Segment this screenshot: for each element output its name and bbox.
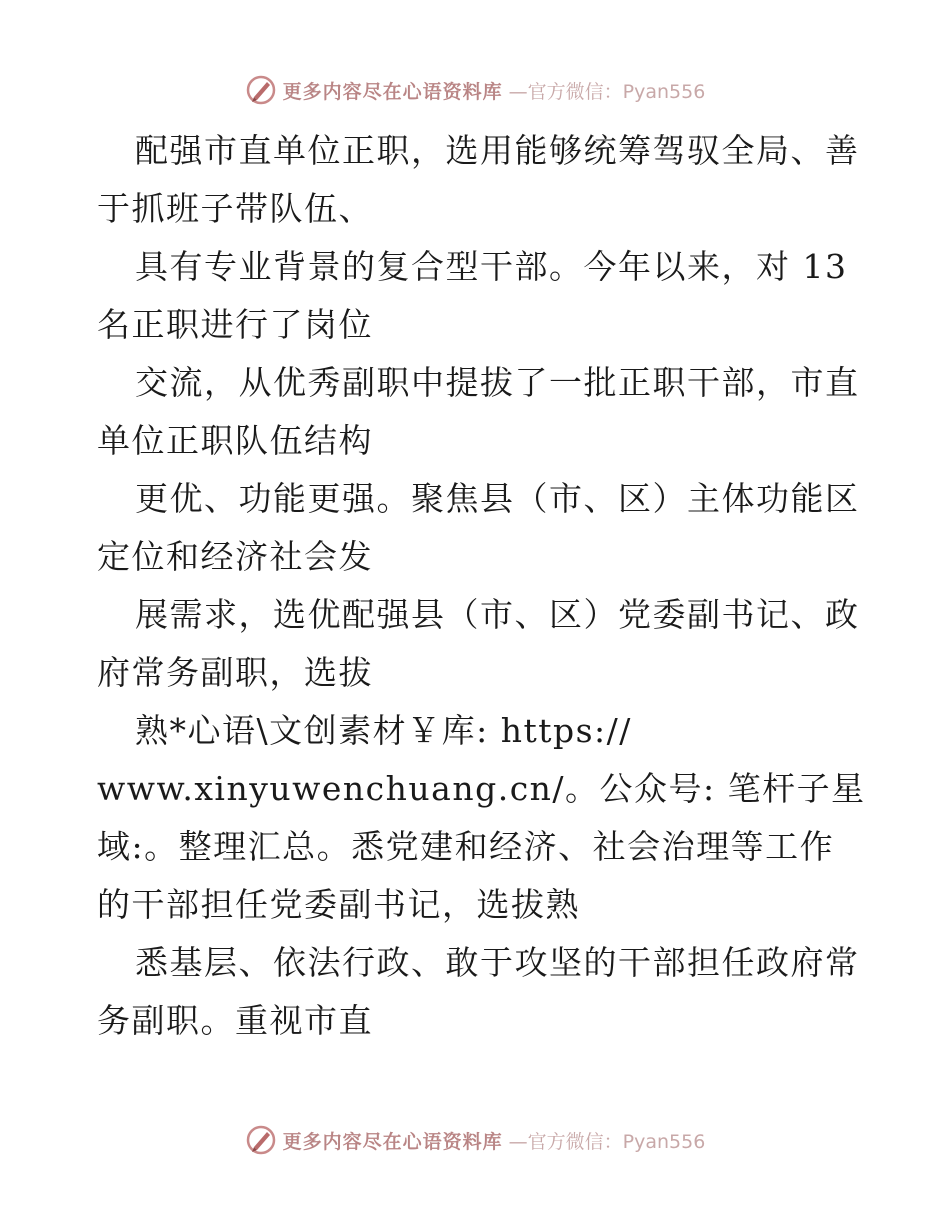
text-line: 名正职进行了岗位 [97, 305, 373, 344]
text-line: 展需求，选优配强县（市、区）党委副书记、政 [135, 595, 860, 634]
text-line: 单位正职队伍结构 [97, 421, 373, 460]
document-body [97, 122, 866, 1050]
footer-watermark [0, 1120, 950, 1160]
text-line: 配强市直单位正职，选用能够统筹驾驭全局、善 [135, 131, 860, 170]
watermark-sub-text: —官方微信：Pyan556 [508, 1130, 706, 1153]
text-line: 域:。整理汇总。悉党建和经济、社会治理等工作 [97, 827, 835, 866]
watermark-sub-text: —官方微信：Pyan556 [508, 80, 706, 103]
text-line: 具有专业背景的复合型干部。今年以来，对 13 [135, 247, 848, 286]
text-line: 熟*心语\文创素材￥库: https:// [135, 711, 632, 750]
text-line: 交流，从优秀副职中提拔了一批正职干部，市直 [135, 363, 860, 402]
text-line: 定位和经济社会发 [97, 537, 373, 576]
pen-logo-icon [245, 1124, 277, 1156]
pen-logo-icon [245, 74, 277, 106]
header-watermark [0, 70, 950, 110]
text-line: 府常务副职，选拔 [97, 653, 373, 692]
watermark-main-text: 更多内容尽在心语资料库 [282, 1130, 503, 1153]
text-line: www.xinyuwenchuang.cn/。公众号: 笔杆子星 [97, 769, 866, 808]
text-line: 悉基层、依法行政、敢于攻坚的干部担任政府常 [135, 943, 860, 982]
text-line: 务副职。重视市直 [97, 1001, 373, 1040]
text-line: 更优、功能更强。聚焦县（市、区）主体功能区 [135, 479, 860, 518]
text-line: 于抓班子带队伍、 [97, 189, 373, 228]
text-line: 的干部担任党委副书记，选拔熟 [97, 885, 580, 924]
watermark-main-text: 更多内容尽在心语资料库 [282, 80, 503, 103]
